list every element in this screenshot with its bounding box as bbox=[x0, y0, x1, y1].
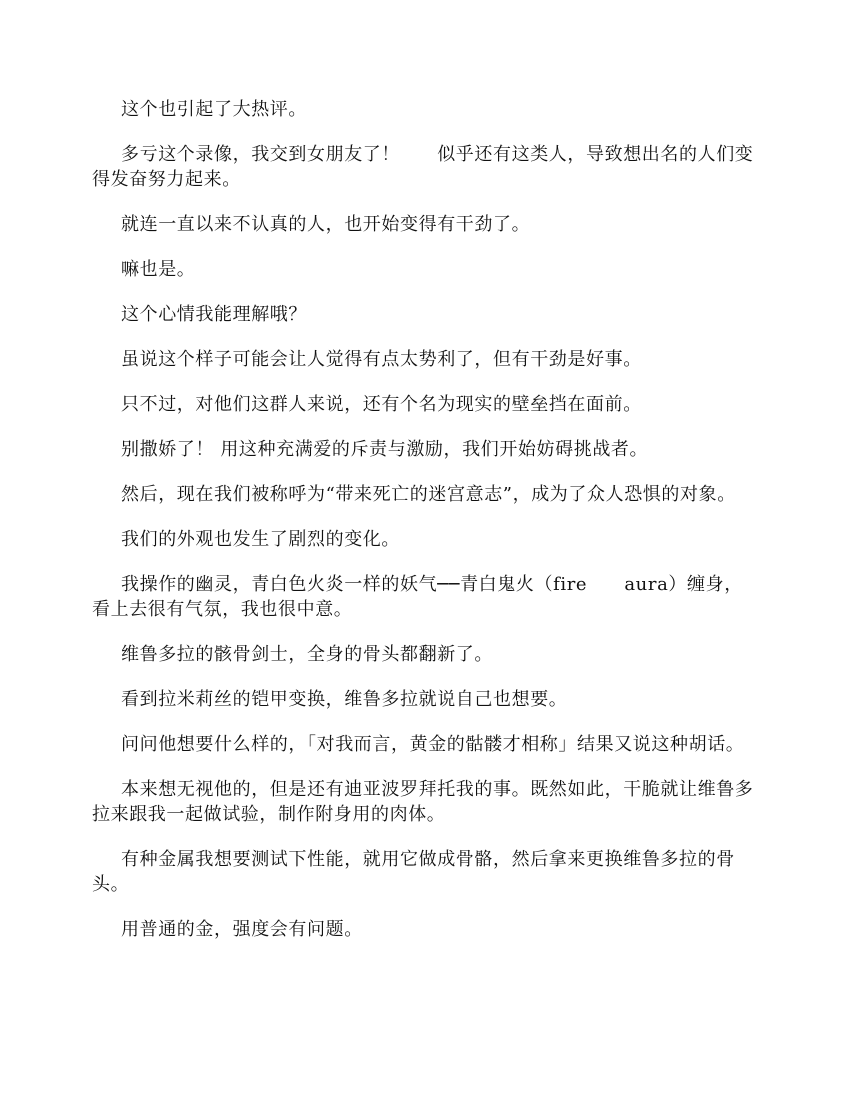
paragraph: 维鲁多拉的骸骨剑士，全身的骨头都翻新了。 bbox=[121, 644, 493, 665]
paragraph: 就连一直以来不认真的人，也开始变得有干劲了。 bbox=[121, 214, 531, 235]
paragraph: 嘛也是。 bbox=[121, 259, 196, 280]
paragraph: 我操作的幽灵，青白色火炎一样的妖气──青白鬼火（fire aura）缠身，看上去很有气氛，我也很中意。 bbox=[92, 574, 743, 620]
paragraph: 别撒娇了！ 用这种充满爱的斥责与激励，我们开始妨碍挑战者。 bbox=[121, 439, 649, 460]
paragraph: 这个也引起了大热评。 bbox=[121, 99, 307, 120]
paragraph: 有种金属我想要测试下性能，就用它做成骨骼，然后拿来更换维鲁多拉的骨头。 bbox=[92, 849, 735, 895]
paragraph: 用普通的金，强度会有问题。 bbox=[121, 919, 363, 940]
paragraph: 多亏这个录像，我交到女朋友了！ 似乎还有这类人，导致想出名的人们变得发奋努力起来。 bbox=[92, 144, 754, 190]
paragraph: 然后，现在我们被称呼为“带来死亡的迷宫意志”，成为了众人恐惧的对象。 bbox=[121, 484, 736, 505]
paragraph: 问问他想要什么样的，「对我而言，黄金的骷髅才相称」结果又说这种胡话。 bbox=[121, 734, 745, 755]
paragraph: 这个心情我能理解哦？ bbox=[121, 304, 307, 325]
paragraph: 只不过，对他们这群人来说，还有个名为现实的壁垒挡在面前。 bbox=[121, 394, 642, 415]
paragraph: 我们的外观也发生了剧烈的变化。 bbox=[121, 529, 400, 550]
paragraph: 看到拉米莉丝的铠甲变换，维鲁多拉就说自己也想要。 bbox=[121, 689, 568, 710]
document-body bbox=[92, 97, 754, 962]
paragraph: 虽说这个样子可能会让人觉得有点太势利了，但有干劲是好事。 bbox=[121, 349, 642, 370]
paragraph: 本来想无视他的，但是还有迪亚波罗拜托我的事。既然如此，干脆就让维鲁多拉来跟我一起做试验，制作附身用的肉体。 bbox=[92, 779, 754, 825]
